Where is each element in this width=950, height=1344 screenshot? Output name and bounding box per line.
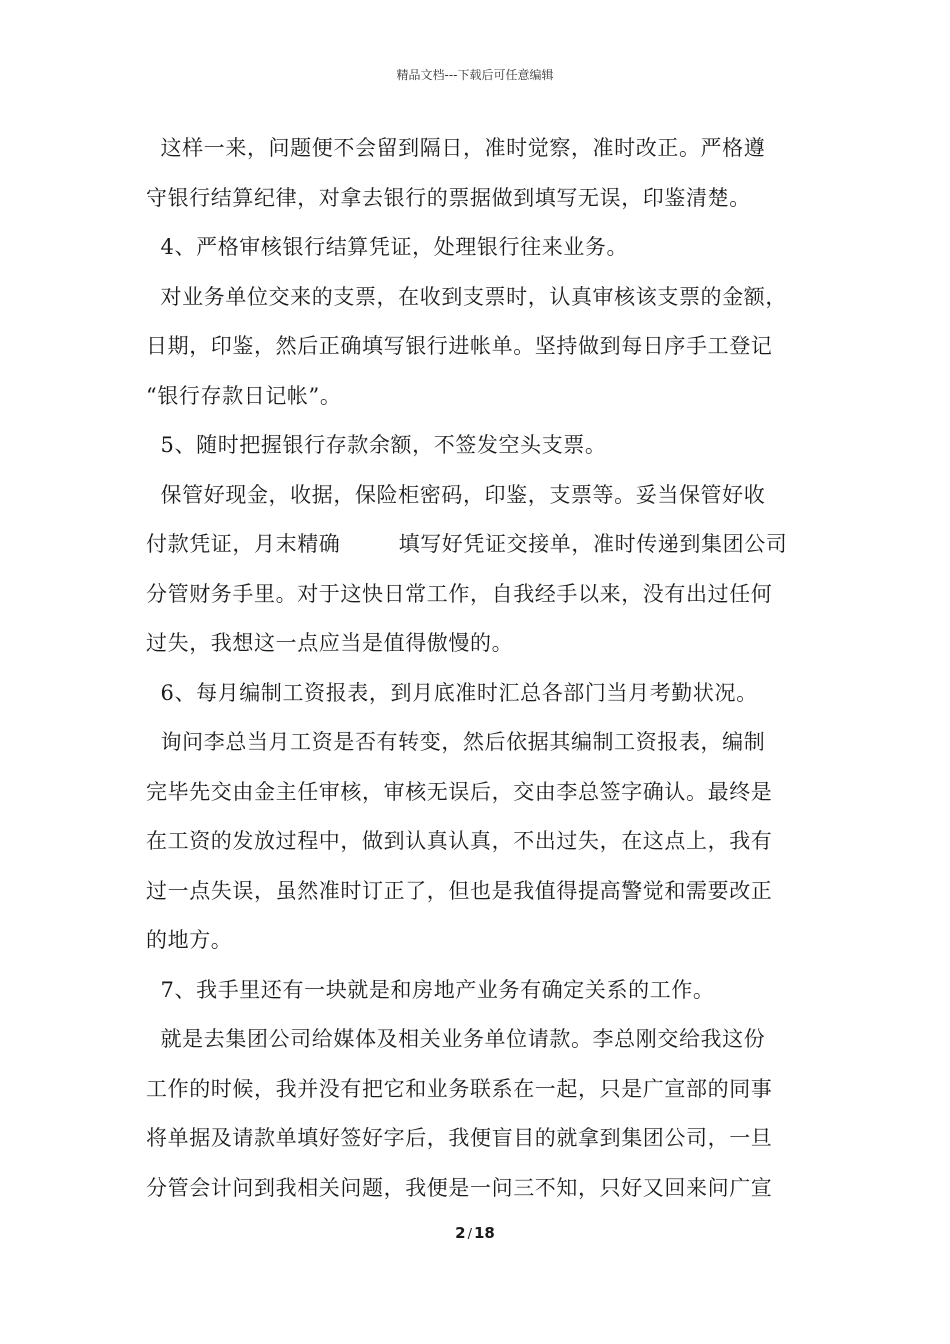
text-line: 对业务单位交来的支票，在收到支票时，认真审核该支票的金额， — [146, 284, 787, 309]
text-line: 6、每月编制工资报表，到月底准时汇总各部门当月考勤状况。 — [146, 680, 758, 705]
text-line: 日期，印鉴，然后正确填写银行进帐单。坚持做到每日序手工登记 — [146, 334, 773, 358]
page-header: 精品文档---下载后可任意编辑 — [396, 68, 554, 82]
text-line: 询问李总当月工资是否有转变，然后依据其编制工资报表，编制 — [146, 730, 766, 754]
body-text — [146, 124, 811, 1213]
page-separator: / — [467, 1227, 472, 1242]
text-line: 过一点失误，虽然准时订正了，但也是我值得提高警觉和需要改正 — [146, 878, 773, 903]
text-line: 7、我手里还有一块就是和房地产业务有确定关系的工作。 — [146, 977, 715, 1002]
text-line: 守银行结算纪律，对拿去银行的票据做到填写无误，印鉴清楚。 — [146, 185, 751, 210]
text-line: 完毕先交由金主任审核，审核无误后，交由李总签字确认。最终是 — [146, 779, 773, 804]
text-line: 将单据及请款单填好签好字后，我便盲目的就拿到集团公司，一旦 — [146, 1126, 773, 1150]
text-line: 这样一来，问题便不会留到隔日，准时觉察，准时改正。严格遵 — [146, 136, 766, 160]
text-line: 保管好现金，收据，保险柜密码，印鉴，支票等。妥当保管好收 — [146, 482, 766, 507]
text-line: “银行存款日记帐”。 — [146, 383, 342, 408]
page-number — [0, 1224, 950, 1242]
text-line: 在工资的发放过程中，做到认真认真，不出过失，在这点上，我有 — [146, 829, 773, 853]
text-line: 分管会计问到我相关问题，我便是一问三不知，只好又回来问广宣 — [146, 1175, 773, 1200]
text-line: 分管财务手里。对于这快日常工作，自我经手以来，没有出过任何 — [146, 581, 773, 606]
current-page: 2 — [455, 1224, 466, 1242]
text-line: 的地方。 — [146, 928, 233, 952]
text-line: 付款凭证，月末精确 填写好凭证交接单，准时传递到集团公司 — [146, 532, 788, 556]
text-line: 5、随时把握银行存款余额，不签发空头支票。 — [146, 433, 607, 457]
text-line: 过失，我想这一点应当是值得傲慢的。 — [146, 631, 514, 655]
text-line: 就是去集团公司给媒体及相关业务单位请款。李总刚交给我这份 — [146, 1027, 766, 1051]
total-pages: 18 — [473, 1224, 495, 1242]
text-line: 工作的时候，我并没有把它和业务联系在一起，只是广宣部的同事 — [146, 1076, 773, 1101]
text-line: 4、严格审核银行结算凭证，处理银行往来业务。 — [146, 235, 629, 259]
